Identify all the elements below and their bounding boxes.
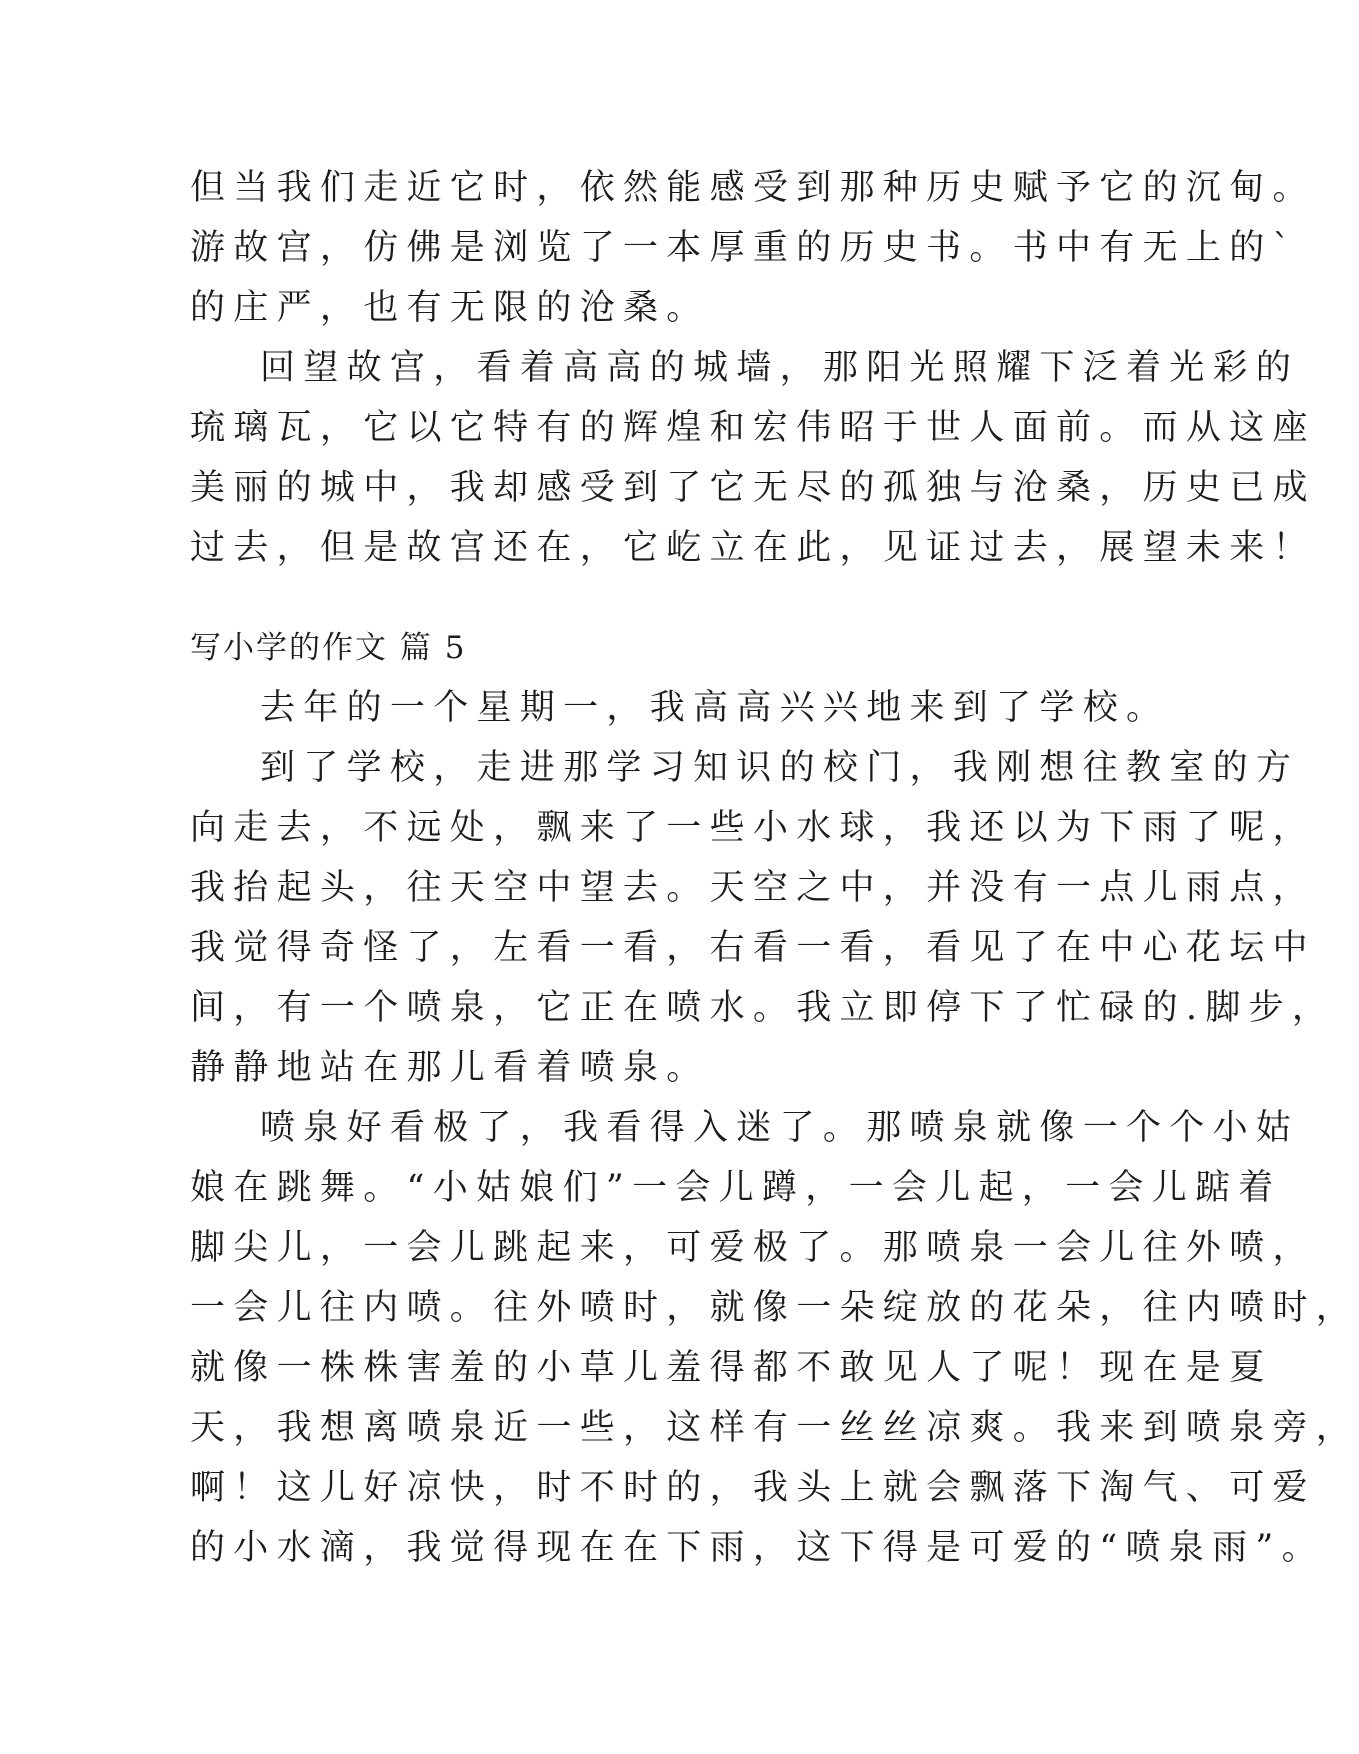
text-line: 脚尖儿，一会儿跳起来，可爱极了。那喷泉一会儿往外喷，: [190, 1228, 1316, 1268]
text-line: 过去，但是故宫还在，它屹立在此，见证过去，展望未来！: [190, 528, 1316, 568]
text-line: 一会儿往内喷。往外喷时，就像一朵绽放的花朵，往内喷时，: [190, 1288, 1359, 1328]
text-line: 游故宫，仿佛是浏览了一本厚重的历史书。书中有无上的`: [190, 228, 1299, 268]
text-line: 我抬起头，往天空中望去。天空之中，并没有一点儿雨点，: [190, 868, 1316, 908]
text-line: 我觉得奇怪了，左看一看，右看一看，看见了在中心花坛中: [190, 928, 1316, 968]
text-line: 的小水滴，我觉得现在在下雨，这下得是可爱的“喷泉雨”。: [190, 1528, 1325, 1568]
text-line: 啊！这儿好凉快，时不时的，我头上就会飘落下淘气、可爱: [190, 1468, 1316, 1508]
text-line: 到了学校，走进那学习知识的校门，我刚想往教室的方: [260, 748, 1300, 788]
text-line: 美丽的城中，我却感受到了它无尽的孤独与沧桑，历史已成: [190, 468, 1316, 508]
section-heading: 写小学的作文 篇 5: [190, 630, 467, 666]
text-line: 向走去，不远处，飘来了一些小水球，我还以为下雨了呢，: [190, 808, 1316, 848]
text-line: 去年的一个星期一，我高高兴兴地来到了学校。: [260, 688, 1170, 728]
text-line: 但当我们走近它时，依然能感受到那种历史赋予它的沉甸。: [190, 168, 1316, 208]
text-line: 静静地站在那儿看着喷泉。: [190, 1048, 710, 1088]
text-line: 就像一株株害羞的小草儿羞得都不敢见人了呢！现在是夏: [190, 1348, 1273, 1388]
text-line: 回望故宫，看着高高的城墙，那阳光照耀下泛着光彩的: [260, 348, 1300, 388]
text-line: 间，有一个喷泉，它正在喷水。我立即停下了忙碌的.脚步，: [190, 988, 1336, 1028]
text-line: 天，我想离喷泉近一些，这样有一丝丝凉爽。我来到喷泉旁，: [190, 1408, 1359, 1448]
text-line: 娘在跳舞。“小姑娘们”一会儿蹲，一会儿起，一会儿踮着: [190, 1168, 1282, 1208]
text-line: 的庄严，也有无限的沧桑。: [190, 288, 710, 328]
text-line: 琉璃瓦，它以它特有的辉煌和宏伟昭于世人面前。而从这座: [190, 408, 1316, 448]
text-line: 喷泉好看极了，我看得入迷了。那喷泉就像一个个小姑: [260, 1108, 1300, 1148]
